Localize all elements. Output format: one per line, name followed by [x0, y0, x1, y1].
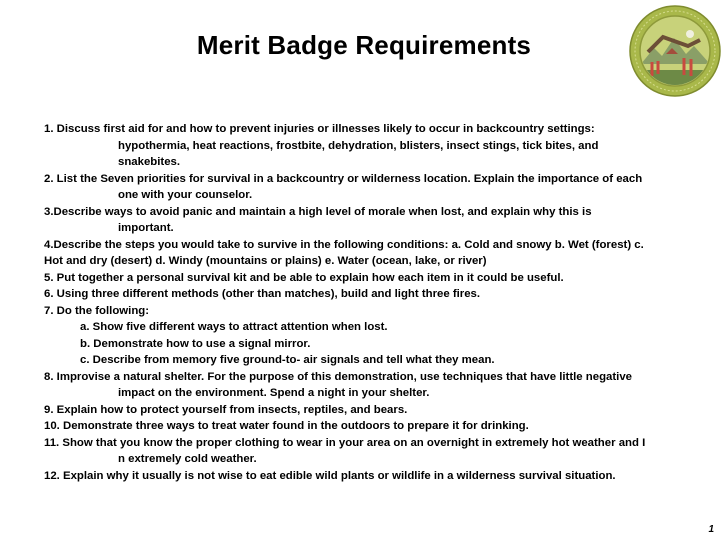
requirement-9-line-1: 9. Explain how to protect yourself from insects, reptiles, and bears.: [44, 403, 408, 416]
requirement-3-line-2: important.: [118, 222, 174, 234]
requirement-7-line-1: 7. Do the following:: [44, 304, 150, 317]
requirement-1-line-1: 1. Discuss first aid for and how to prevent injuries or illnesses likely to occur in backcountry settings:: [44, 123, 595, 135]
requirement-4-line-2: Hot and dry (desert) d. Windy (mountains or plains) e. Water (ocean, lake, or river): [44, 255, 487, 267]
requirement-7a: a. Show five different ways to attract attention when lost.: [80, 321, 388, 333]
requirement-2-line-2: one with your counselor.: [118, 189, 253, 201]
requirement-1-line-2: hypothermia, heat reactions, frostbite, dehydration, blisters, insect stings, tick bites, and: [118, 139, 599, 152]
requirement-10-line-1: 10. Demonstrate three ways to treat water found in the outdoors to prepare it for drinking.: [44, 420, 529, 432]
page-number: 1: [708, 524, 714, 535]
requirement-8-line-1: 8. Improvise a natural shelter. For the purpose of this demonstration, use techniques that have little negative: [44, 370, 633, 383]
requirement-3-line-1: 3.Describe ways to avoid panic and maintain a high level of morale when lost, and explain why this is: [44, 205, 592, 218]
requirement-7c: c. Describe from memory five ground-to- air signals and tell what they mean.: [80, 354, 495, 366]
requirement-12-line-1: 12. Explain why it usually is not wise to eat edible wild plants or wildlife in a wilderness survival situation.: [44, 469, 616, 482]
requirements-list: [44, 121, 720, 484]
requirement-6-line-1: 6. Using three different methods (other than matches), build and light three fires.: [44, 288, 481, 300]
page-title: Merit Badge Requirements: [196, 30, 532, 60]
requirement-4-line-1: 4.Describe the steps you would take to survive in the following conditions: a. Cold and snowy b. Wet (forest) c.: [44, 238, 644, 251]
requirement-5-line-1: 5. Put together a personal survival kit and be able to explain how each item in it could be useful.: [44, 271, 564, 284]
requirement-2-line-1: 2. List the Seven priorities for survival in a backcountry or wilderness location. Explain the importance of each: [44, 172, 643, 185]
requirement-1-line-3: snakebites.: [118, 156, 181, 168]
requirement-8-line-2: impact on the environment. Spend a night in your shelter.: [118, 387, 430, 399]
requirement-7b: b. Demonstrate how to use a signal mirror.: [80, 337, 311, 350]
requirement-11-line-2: n extremely cold weather.: [118, 453, 257, 465]
requirement-11-line-1: 11. Show that you know the proper clothing to wear in your area on an overnight in extremely hot weather and I: [44, 436, 646, 449]
wilderness-survival-merit-badge-icon: [628, 4, 722, 98]
